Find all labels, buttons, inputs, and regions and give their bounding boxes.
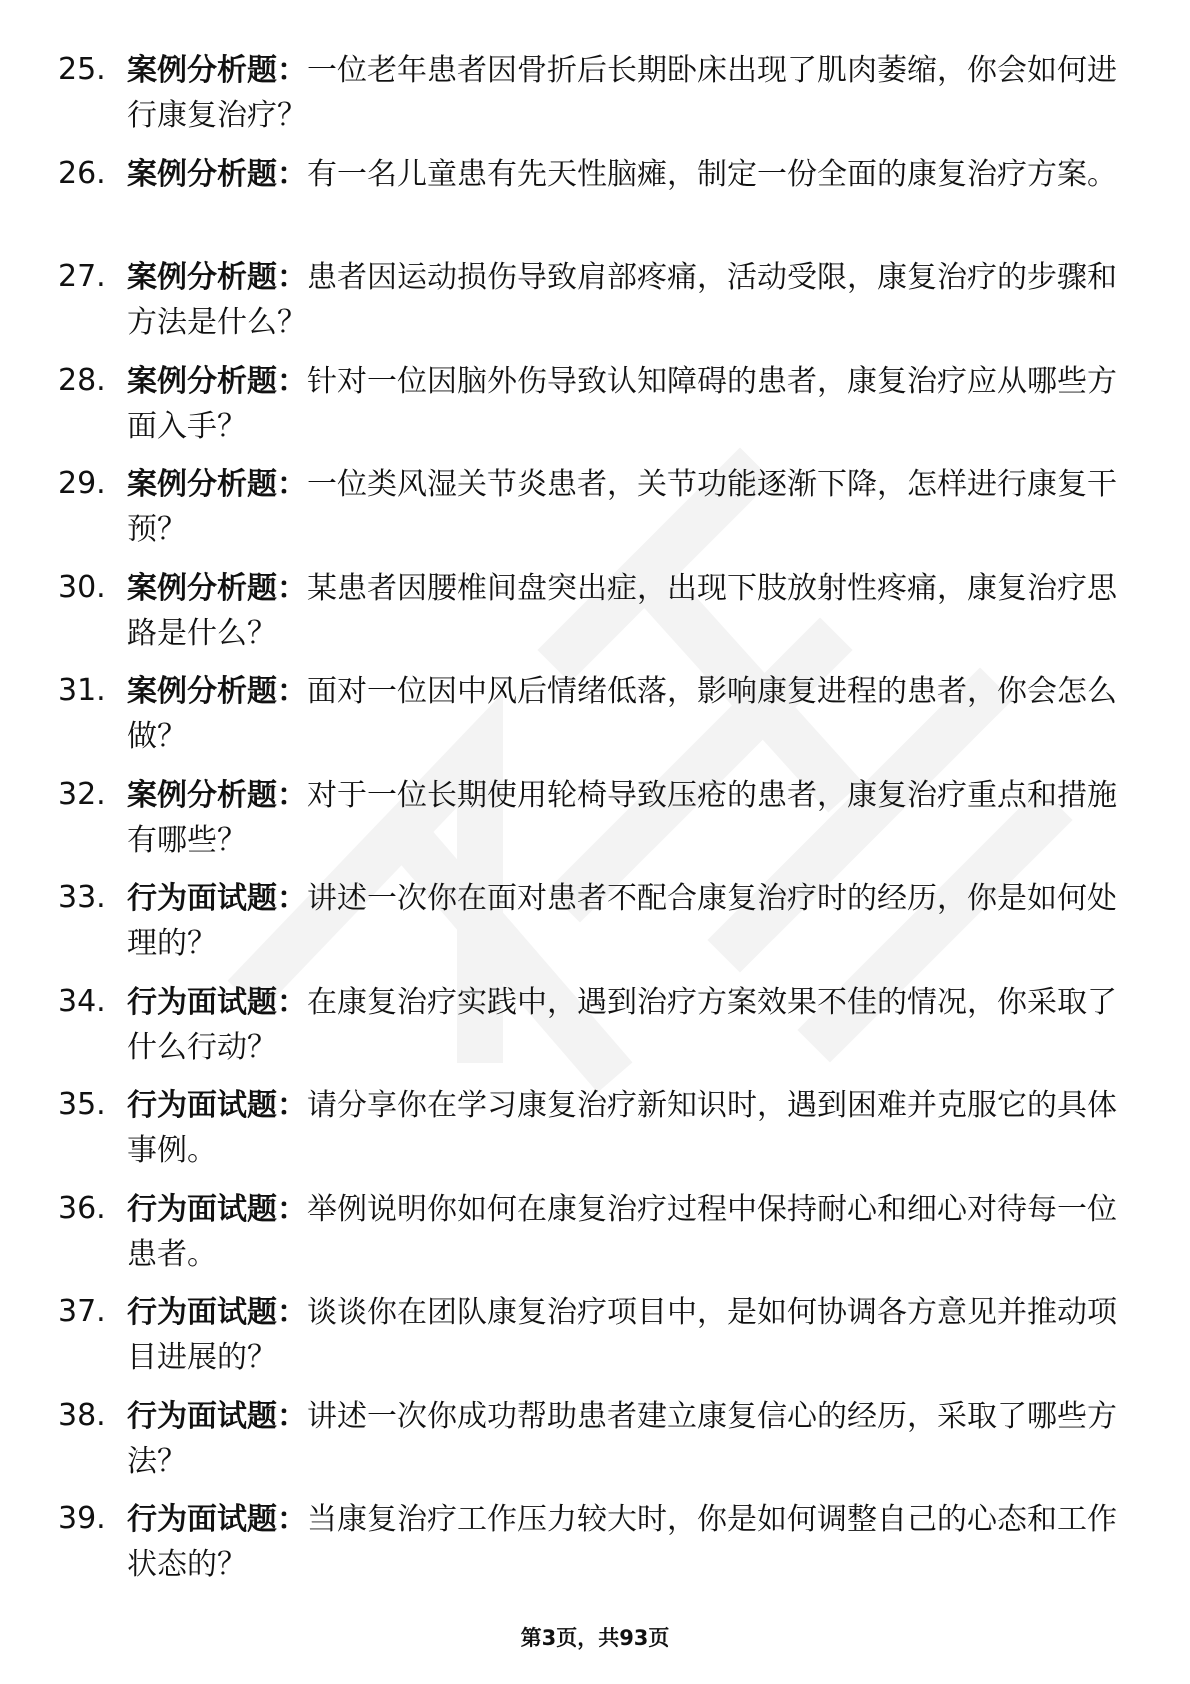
question-text: 对于一位长期使用轮椅导致压疮的患者，康复治疗重点和措施有哪些？ xyxy=(127,777,1117,858)
question-type-label: 行为面试题： xyxy=(127,1191,307,1227)
question-body xyxy=(127,359,1122,449)
question-body xyxy=(127,152,1122,197)
question-text: 在康复治疗实践中，遇到治疗方案效果不佳的情况，你采取了什么行动？ xyxy=(127,984,1117,1065)
question-body xyxy=(127,255,1122,345)
question-number: 25. xyxy=(58,52,106,87)
question-item xyxy=(0,773,1190,877)
question-number: 33. xyxy=(58,880,106,915)
question-item xyxy=(0,1290,1190,1394)
question-type-label: 行为面试题： xyxy=(127,1295,307,1330)
question-number: 30. xyxy=(58,569,106,605)
question-item xyxy=(0,1394,1190,1498)
question-body xyxy=(127,1187,1122,1277)
question-number: 34. xyxy=(58,983,106,1019)
question-number: 28. xyxy=(58,362,106,398)
question-type-label: 行为面试题： xyxy=(127,1088,307,1123)
question-type-label: 行为面试题： xyxy=(127,1502,307,1537)
question-type-label: 案例分析题： xyxy=(127,156,307,192)
question-body xyxy=(127,876,1122,966)
question-number: 36. xyxy=(58,1190,106,1226)
question-item xyxy=(0,1187,1190,1291)
question-body xyxy=(127,1083,1122,1173)
question-number: 37. xyxy=(58,1294,106,1329)
question-number: 29. xyxy=(58,466,106,501)
question-type-label: 案例分析题： xyxy=(127,260,307,295)
question-number: 39. xyxy=(58,1501,106,1536)
question-item xyxy=(0,566,1190,670)
question-body xyxy=(127,669,1122,759)
question-number: 31. xyxy=(58,673,106,708)
question-type-label: 行为面试题： xyxy=(127,881,307,916)
question-item xyxy=(0,255,1190,359)
question-text: 针对一位因脑外伤导致认知障碍的患者，康复治疗应从哪些方面入手？ xyxy=(127,363,1117,444)
question-item xyxy=(0,359,1190,463)
question-type-label: 案例分析题： xyxy=(127,363,307,399)
question-body xyxy=(127,566,1122,656)
question-type-label: 案例分析题： xyxy=(127,53,307,88)
question-number: 27. xyxy=(58,259,106,294)
question-number: 26. xyxy=(58,155,106,191)
question-body xyxy=(127,980,1122,1070)
question-text: 有一名儿童患有先天性脑瘫，制定一份全面的康复治疗方案。 xyxy=(307,156,1117,192)
question-item xyxy=(0,980,1190,1084)
page-number-footer: 第3页，共93页 xyxy=(520,1626,670,1650)
question-list xyxy=(0,48,1190,1601)
question-item xyxy=(0,152,1190,256)
question-text: 患者因运动损伤导致肩部疼痛，活动受限，康复治疗的步骤和方法是什么？ xyxy=(127,260,1117,340)
question-body xyxy=(127,1290,1122,1380)
question-type-label: 案例分析题： xyxy=(127,467,307,502)
question-number: 38. xyxy=(58,1397,106,1433)
question-type-label: 行为面试题： xyxy=(127,984,307,1020)
question-text: 谈谈你在团队康复治疗项目中，是如何协调各方意见并推动项目进展的？ xyxy=(127,1295,1117,1375)
question-item xyxy=(0,1497,1190,1601)
question-body xyxy=(127,1497,1122,1587)
question-body xyxy=(127,48,1122,138)
question-type-label: 案例分析题： xyxy=(127,674,307,709)
question-text: 某患者因腰椎间盘突出症，出现下肢放射性疼痛，康复治疗思路是什么？ xyxy=(127,570,1117,651)
question-text: 讲述一次你成功帮助患者建立康复信心的经历，采取了哪些方法？ xyxy=(127,1398,1117,1479)
question-item xyxy=(0,462,1190,566)
question-number: 35. xyxy=(58,1087,106,1122)
question-type-label: 案例分析题： xyxy=(127,777,307,813)
question-text: 请分享你在学习康复治疗新知识时，遇到困难并克服它的具体事例。 xyxy=(127,1088,1117,1168)
question-text: 一位类风湿关节炎患者，关节功能逐渐下降，怎样进行康复干预？ xyxy=(127,467,1117,547)
question-type-label: 案例分析题： xyxy=(127,570,307,606)
question-type-label: 行为面试题： xyxy=(127,1398,307,1434)
question-text: 举例说明你如何在康复治疗过程中保持耐心和细心对待每一位患者。 xyxy=(127,1191,1117,1272)
question-body xyxy=(127,773,1122,863)
question-text: 当康复治疗工作压力较大时，你是如何调整自己的心态和工作状态的？ xyxy=(127,1502,1117,1582)
question-item xyxy=(0,669,1190,773)
question-text: 讲述一次你在面对患者不配合康复治疗时的经历，你是如何处理的？ xyxy=(127,881,1117,961)
question-text: 一位老年患者因骨折后长期卧床出现了肌肉萎缩，你会如何进行康复治疗？ xyxy=(127,53,1117,133)
question-item xyxy=(0,876,1190,980)
question-item xyxy=(0,48,1190,152)
question-body xyxy=(127,1394,1122,1484)
question-item xyxy=(0,1083,1190,1187)
question-number: 32. xyxy=(58,776,106,812)
question-text: 面对一位因中风后情绪低落，影响康复进程的患者，你会怎么做？ xyxy=(127,674,1117,754)
question-body xyxy=(127,462,1122,552)
